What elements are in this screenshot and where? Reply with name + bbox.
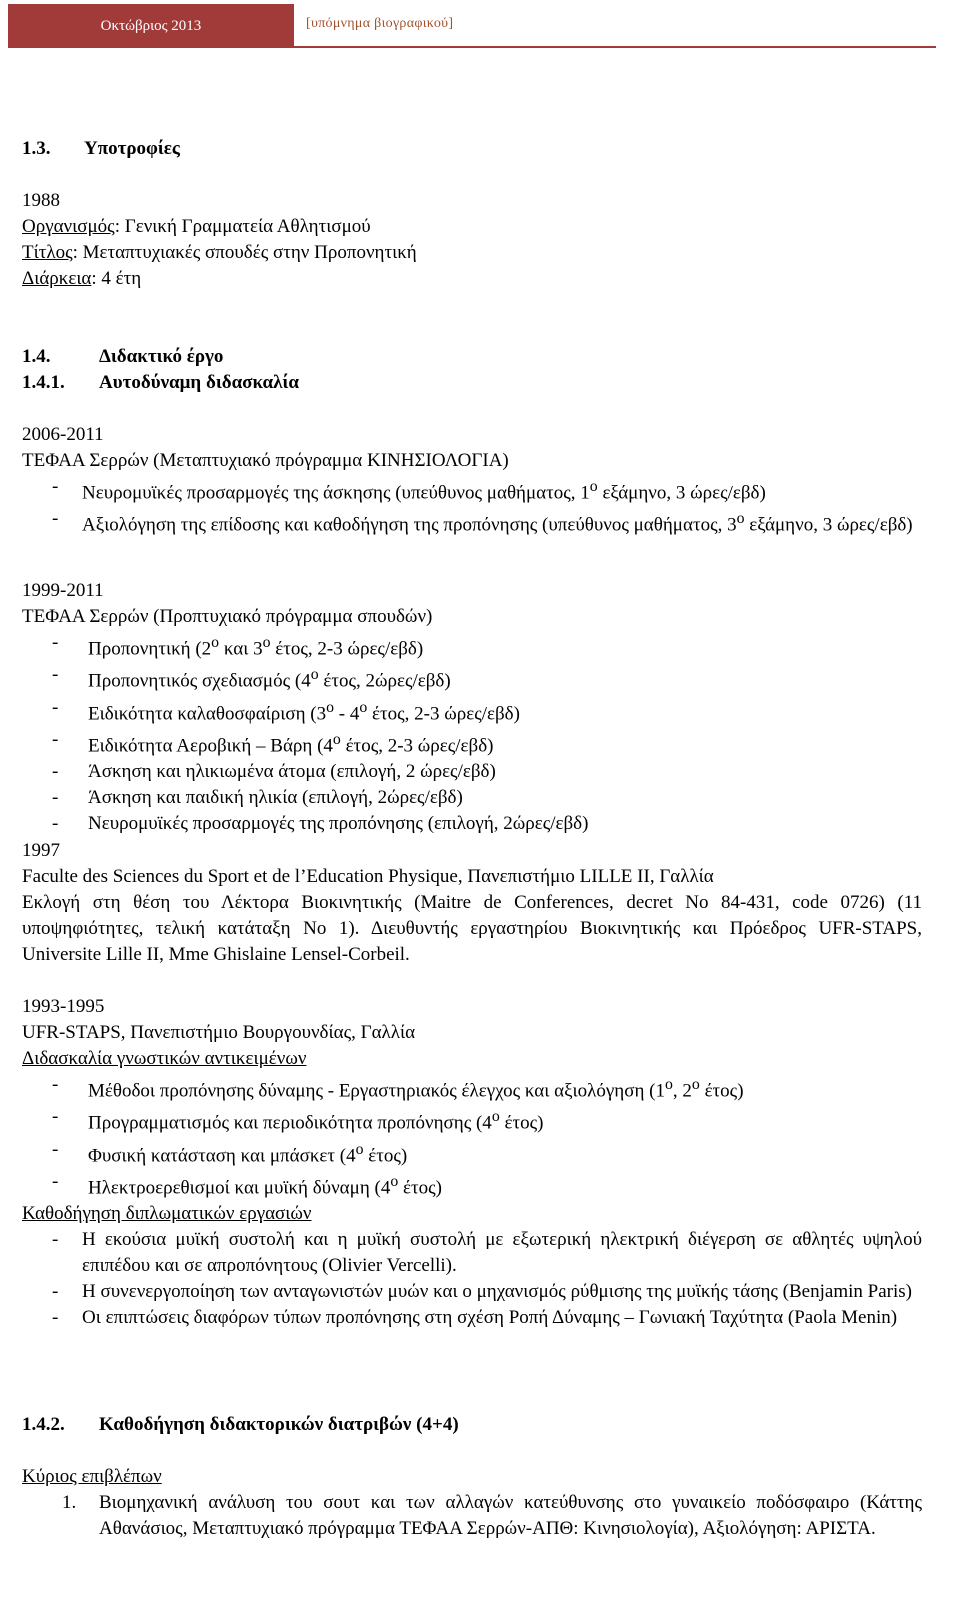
course-list [22,474,922,539]
main-supervisor-heading: Κύριος επιβλέπων [22,1466,162,1487]
list-item: 1. Βιομηχανική ανάλυση του σουτ και των αλλαγών κατεύθυνσης στο γυναικείο ποδόσφαιρο (Κάττης Αθανάσιος, Μεταπτυχιακό πρόγραμμα ΤΕΦΑΑ Σερρών-ΑΠΘ: Κινησιολογία), Αξιολόγηση: ΑΡΙΣΤΑ. [62,1492,922,1539]
list-item: - Άσκηση και παιδική ηλικία (επιλογή, 2ώρες/εβδ) [22,785,922,811]
supervision-list [22,1227,922,1331]
list-item: - Άσκηση και ηλικιωμένα άτομα (επιλογή, 2 ώρες/εβδ) [22,759,922,785]
list-item: - Ηλεκτροερεθισμοί και μυϊκή δύναμη ($4^o$ έτος) [22,1169,922,1201]
list-item: - Προπονητική ($2^o$ και $3^o$ έτος, 2-3 ώρες/εβδ) [22,630,922,662]
block-2006 [22,422,922,539]
block-1997 [22,838,922,968]
dissertation-list-wrap [22,1490,922,1542]
section-1-3-heading: 1.3. Υποτροφίες [22,138,180,159]
block-institution: ΤΕΦΑΑ Σερρών (Προπτυχιακό πρόγραμμα σπουδών) [22,606,433,627]
block-1999 [22,578,922,837]
list-item: - Μέθοδοι προπόνησης δύναμης - Εργαστηριακός έλεγχος και αξιολόγηση ($1^o$, $2^o$ έτος) [22,1072,922,1104]
teaching-heading: Διδασκαλία γνωστικών αντικειμένων [22,1048,307,1069]
list-item: - Προγραμματισμός και περιοδικότητα προπόνησης ($4^o$ έτος) [22,1104,922,1136]
header-date: Οκτώβριος 2013 [8,4,294,48]
list-item: - Φυσική κατάσταση και μπάσκετ ($4^o$ έτος) [22,1137,922,1169]
block-year: 1993-1995 [22,996,105,1017]
list-item: - Νευρομυϊκές προσαρμογές της προπόνησης (επιλογή, 2ώρες/εβδ) [22,811,922,837]
header-rule [294,46,936,48]
list-item: - Αξιολόγηση της επίδοσης και καθοδήγηση της προπόνησης (υπεύθυνος μαθήματος, $3^o$ εξάμηνο, 3 ώρες/εβδ) [22,506,922,538]
section-1-4-2-heading: 1.4.2. Καθοδήγηση διδακτορικών διατριβών (4+4) [22,1414,459,1435]
section-1-4-1-heading: 1.4.1. Αυτοδύναμη διδασκαλία [22,372,299,393]
block-description: Εκλογή στη θέση του Λέκτορα Βιοκινητικής (Maitre de Conferences, decret No 84-431, code 0726) (11 υποψηφιότητες, τελική κατάταξη No 1). Διευθυντής εργαστηρίου Βιοκινητικής και Πρόεδρος UFR-STAPS, Universite Lille II, Mme Ghislaine Lensel-Corbeil. [22,892,922,965]
block-1993 [22,994,922,1331]
block-year: 1999-2011 [22,580,104,601]
list-item: - Ειδικότητα καλαθοσφαίριση ($3^o - 4^o$ έτος, 2-3 ώρες/εβδ) [22,695,922,727]
header-subtitle: [υπόμνημα βιογραφικού] [306,16,454,31]
block-institution: Faculte des Sciences du Sport et de l’Education Physique, Πανεπιστήμιο LILLE II, Γαλλία [22,866,714,887]
scholarship-duration: Διάρκεια: 4 έτη [22,268,142,289]
list-item: - Η συνενεργοποίηση των ανταγωνιστών μυών και ο μηχανισμός ρύθμισης της μυϊκής τάσης (Benjamin Paris) [22,1279,922,1305]
page-header [8,4,936,48]
supervision-heading: Καθοδήγηση διπλωματικών εργασιών [22,1203,312,1225]
scholarship-title: Τίτλος: Μεταπτυχιακές σπουδές στην Προπονητική [22,242,417,263]
scholarship-year: 1988 [22,190,60,211]
list-item: - Νευρομυϊκές προσαρμογές της άσκησης (υπεύθυνος μαθήματος, $1^o$ εξάμηνο, 3 ώρες/εβδ) [22,474,922,506]
scholarship-organization: Οργανισμός: Γενική Γραμματεία Αθλητισμού [22,216,371,237]
dissertation-list [22,1490,922,1542]
block-institution: UFR-STAPS, Πανεπιστήμιο Βουργουνδίας, Γαλλία [22,1022,416,1043]
list-item: - Προπονητικός σχεδιασμός ($4^o$ έτος, 2ώρες/εβδ) [22,662,922,694]
course-list [22,630,922,837]
list-item: - Ειδικότητα Αεροβική – Βάρη ($4^o$ έτος, 2-3 ώρες/εβδ) [22,727,922,759]
section-1-4-heading: 1.4. Διδακτικό έργο [22,346,224,367]
list-item: - Οι επιπτώσεις διαφόρων τύπων προπόνησης στη σχέση Ροπή Δύναμης – Γωνιακή Ταχύτητα (Paola Menin) [22,1305,922,1331]
block-institution: ΤΕΦΑΑ Σερρών (Μεταπτυχιακό πρόγραμμα ΚΙΝΗΣΙΟΛΟΓΙΑ) [22,450,509,471]
teaching-list [22,1072,922,1201]
list-item: - Η εκούσια μυϊκή συστολή και η μυϊκή συστολή με εξωτερική ηλεκτρική διέγερση σε αθλητές υψηλού επιπέδου και σε απροπόνητους (Olivier Vercelli). [22,1227,922,1279]
block-year: 1997 [22,840,60,861]
block-year: 2006-2011 [22,424,104,445]
